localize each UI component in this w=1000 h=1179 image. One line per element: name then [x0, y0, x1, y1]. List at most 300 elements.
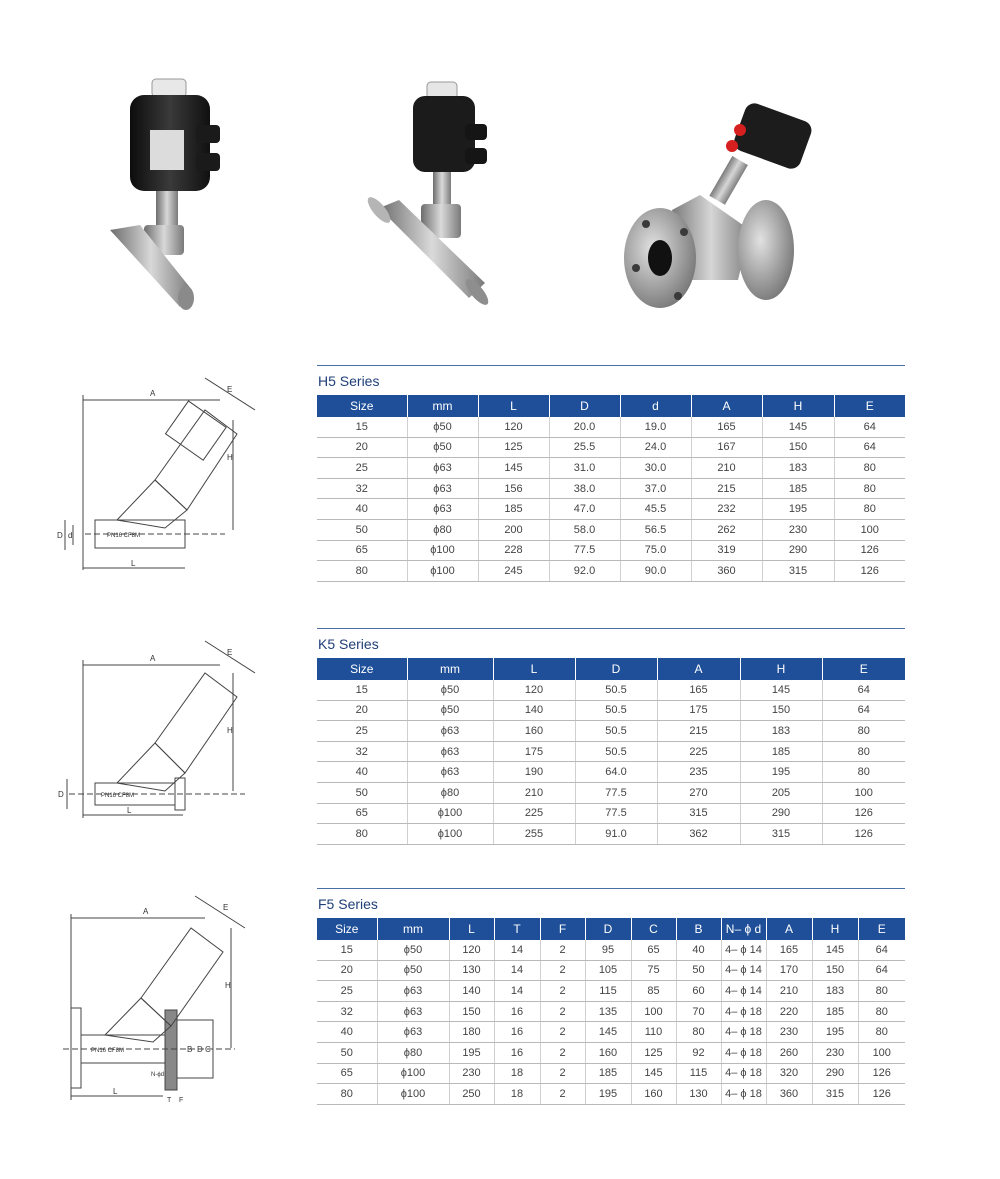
table-row [317, 762, 905, 783]
table-cell: 195 [740, 762, 822, 783]
table-cell: 290 [762, 540, 834, 561]
f5-column-header: L [449, 918, 494, 940]
table-cell: ϕ63 [377, 1001, 449, 1022]
valve-photo-flange-end [620, 100, 820, 315]
table-cell: 14 [494, 981, 540, 1002]
table-cell: ϕ63 [407, 721, 493, 742]
table-cell: 210 [493, 782, 575, 803]
table-cell: 80 [317, 561, 407, 582]
table-cell: ϕ100 [377, 1084, 449, 1105]
table-cell: 18 [494, 1084, 540, 1105]
f5-drawing-label-d: D [197, 1045, 203, 1054]
table-cell: 4– ϕ 18 [721, 1063, 766, 1084]
table-cell: 120 [449, 940, 494, 960]
table-row [317, 981, 905, 1002]
table-cell: 319 [691, 540, 762, 561]
table-cell: 64 [858, 960, 905, 981]
table-cell: 80 [834, 478, 905, 499]
table-row [317, 540, 905, 561]
table-cell: 58.0 [549, 519, 620, 540]
table-cell: 80 [858, 1001, 905, 1022]
table-cell: 290 [812, 1063, 858, 1084]
table-cell: 130 [449, 960, 494, 981]
table-cell: 215 [657, 721, 740, 742]
table-cell: 32 [317, 741, 407, 762]
table-cell: 40 [317, 762, 407, 783]
k5-column-header: Size [317, 658, 407, 680]
table-cell: ϕ100 [407, 803, 493, 824]
table-cell: 92.0 [549, 561, 620, 582]
table-cell: 150 [812, 960, 858, 981]
table-cell: 175 [493, 741, 575, 762]
k5-series-title: K5 Series [318, 636, 379, 652]
f5-column-header: F [540, 918, 585, 940]
table-cell: 25 [317, 981, 377, 1002]
f5-drawing-label-t: T [167, 1097, 172, 1104]
table-row [317, 782, 905, 803]
table-cell: 25.5 [549, 437, 620, 458]
f5-dimension-drawing [55, 890, 270, 1110]
table-cell: 45.5 [620, 499, 691, 520]
table-cell: 77.5 [575, 782, 657, 803]
table-cell: 225 [657, 741, 740, 762]
table-cell: 16 [494, 1001, 540, 1022]
table-cell: 64 [834, 437, 905, 458]
table-cell: 65 [317, 540, 407, 561]
table-cell: 165 [657, 680, 740, 700]
table-cell: 210 [691, 458, 762, 479]
table-cell: 77.5 [549, 540, 620, 561]
table-cell: 2 [540, 1063, 585, 1084]
table-cell: ϕ80 [407, 519, 478, 540]
table-row [317, 519, 905, 540]
f5-column-header: mm [377, 918, 449, 940]
table-cell: 92 [676, 1042, 721, 1063]
table-cell: 15 [317, 680, 407, 700]
k5-column-header: L [493, 658, 575, 680]
table-cell: 70 [676, 1001, 721, 1022]
h5-series-section [317, 365, 905, 582]
table-cell: 75 [631, 960, 676, 981]
f5-column-header: Size [317, 918, 377, 940]
table-cell: 126 [858, 1063, 905, 1084]
table-cell: 50.5 [575, 680, 657, 700]
table-row [317, 1084, 905, 1105]
table-cell: 120 [478, 417, 549, 437]
f5-drawing-label-b: B [187, 1045, 193, 1054]
table-cell: 290 [740, 803, 822, 824]
table-cell: 360 [691, 561, 762, 582]
table-cell: 31.0 [549, 458, 620, 479]
table-cell: ϕ63 [407, 478, 478, 499]
table-row [317, 824, 905, 845]
h5-series-rule [317, 365, 905, 366]
f5-column-header: N– ϕ d [721, 918, 766, 940]
f5-drawing-label-c: C [205, 1045, 211, 1054]
table-cell: 185 [740, 741, 822, 762]
table-cell: 80 [822, 721, 905, 742]
table-cell: 230 [812, 1042, 858, 1063]
table-cell: ϕ50 [407, 417, 478, 437]
table-cell: 80 [676, 1022, 721, 1043]
h5-series-title: H5 Series [318, 373, 380, 389]
h5-drawing-label-d-upper: D [57, 531, 63, 540]
h5-spec-table [317, 395, 905, 582]
table-cell: 50 [676, 960, 721, 981]
table-cell: 24.0 [620, 437, 691, 458]
table-cell: 195 [449, 1042, 494, 1063]
table-cell: 150 [449, 1001, 494, 1022]
table-cell: 40 [317, 1022, 377, 1043]
k5-dimension-drawing [55, 633, 270, 833]
f5-column-header: A [766, 918, 812, 940]
table-cell: 135 [585, 1001, 631, 1022]
table-cell: 20 [317, 960, 377, 981]
table-cell: ϕ63 [377, 981, 449, 1002]
table-cell: 65 [317, 1063, 377, 1084]
table-cell: 150 [762, 437, 834, 458]
table-cell: 100 [822, 782, 905, 803]
valve-photo-clamp-end [365, 78, 495, 313]
table-cell: 14 [494, 940, 540, 960]
table-row [317, 700, 905, 721]
table-cell: 38.0 [549, 478, 620, 499]
k5-column-header: A [657, 658, 740, 680]
table-cell: 40 [676, 940, 721, 960]
table-cell: 30.0 [620, 458, 691, 479]
table-cell: 230 [766, 1022, 812, 1043]
h5-column-header: Size [317, 395, 407, 417]
table-cell: 4– ϕ 14 [721, 940, 766, 960]
table-cell: 80 [317, 1084, 377, 1105]
table-cell: 260 [766, 1042, 812, 1063]
table-cell: 170 [766, 960, 812, 981]
table-row [317, 458, 905, 479]
table-cell: 64 [834, 417, 905, 437]
table-cell: 20 [317, 437, 407, 458]
table-cell: 50.5 [575, 741, 657, 762]
h5-dimension-drawing [55, 370, 270, 585]
f5-table-body [317, 940, 905, 1104]
table-row [317, 437, 905, 458]
table-cell: 85 [631, 981, 676, 1002]
f5-drawing-label-e: E [223, 903, 229, 912]
table-cell: 315 [762, 561, 834, 582]
table-row [317, 499, 905, 520]
k5-series-rule [317, 628, 905, 629]
table-cell: 50.5 [575, 721, 657, 742]
table-cell: ϕ100 [407, 824, 493, 845]
h5-drawing-label-l: L [131, 559, 136, 568]
table-cell: ϕ50 [407, 437, 478, 458]
f5-column-header: D [585, 918, 631, 940]
table-cell: 115 [676, 1063, 721, 1084]
table-cell: 19.0 [620, 417, 691, 437]
table-cell: 160 [585, 1042, 631, 1063]
table-cell: 4– ϕ 14 [721, 981, 766, 1002]
table-cell: 210 [766, 981, 812, 1002]
table-cell: 362 [657, 824, 740, 845]
table-row [317, 680, 905, 700]
table-row [317, 803, 905, 824]
table-cell: 40 [317, 499, 407, 520]
table-cell: ϕ100 [407, 540, 478, 561]
f5-series-rule [317, 888, 905, 889]
table-cell: 228 [478, 540, 549, 561]
table-cell: 64 [858, 940, 905, 960]
table-cell: 220 [766, 1001, 812, 1022]
table-cell: 16 [494, 1042, 540, 1063]
table-cell: 140 [493, 700, 575, 721]
table-cell: 165 [766, 940, 812, 960]
table-cell: 126 [834, 561, 905, 582]
table-row [317, 741, 905, 762]
table-cell: 80 [834, 458, 905, 479]
table-cell: 60 [676, 981, 721, 1002]
table-cell: 360 [766, 1084, 812, 1105]
f5-drawing-label-a: A [143, 907, 149, 916]
table-cell: 110 [631, 1022, 676, 1043]
k5-column-header: H [740, 658, 822, 680]
table-cell: 145 [740, 680, 822, 700]
table-cell: 20.0 [549, 417, 620, 437]
h5-drawing-label-d-lower: d [68, 531, 73, 540]
table-cell: 145 [812, 940, 858, 960]
table-cell: 100 [858, 1042, 905, 1063]
table-cell: 80 [834, 499, 905, 520]
table-cell: 25 [317, 721, 407, 742]
h5-column-header: mm [407, 395, 478, 417]
h5-drawing-label-a: A [150, 389, 156, 398]
table-cell: ϕ50 [377, 940, 449, 960]
table-cell: 126 [822, 824, 905, 845]
table-cell: 195 [585, 1084, 631, 1105]
f5-column-header: T [494, 918, 540, 940]
table-cell: 64.0 [575, 762, 657, 783]
table-cell: 16 [494, 1022, 540, 1043]
table-row [317, 721, 905, 742]
k5-drawing-plate: PN16 CF8M [101, 793, 135, 799]
table-cell: 50 [317, 1042, 377, 1063]
table-cell: 195 [762, 499, 834, 520]
k5-header-row [317, 658, 905, 680]
table-cell: 185 [478, 499, 549, 520]
table-cell: 126 [822, 803, 905, 824]
table-cell: 75.0 [620, 540, 691, 561]
table-cell: 2 [540, 940, 585, 960]
table-cell: 180 [449, 1022, 494, 1043]
table-cell: 2 [540, 1001, 585, 1022]
table-cell: 190 [493, 762, 575, 783]
f5-column-header: B [676, 918, 721, 940]
h5-column-header: A [691, 395, 762, 417]
k5-drawing-label-h: H [227, 726, 233, 735]
f5-column-header: E [858, 918, 905, 940]
table-cell: 315 [657, 803, 740, 824]
table-cell: ϕ100 [407, 561, 478, 582]
table-cell: 91.0 [575, 824, 657, 845]
table-cell: 65 [631, 940, 676, 960]
table-cell: 56.5 [620, 519, 691, 540]
table-cell: 167 [691, 437, 762, 458]
table-cell: 165 [691, 417, 762, 437]
h5-drawing-label-e: E [227, 385, 233, 394]
table-cell: 262 [691, 519, 762, 540]
table-cell: 100 [631, 1001, 676, 1022]
k5-drawing-label-d: D [58, 790, 64, 799]
table-cell: ϕ50 [407, 680, 493, 700]
f5-drawing-label-f: F [179, 1097, 184, 1104]
table-cell: 15 [317, 940, 377, 960]
table-cell: 230 [449, 1063, 494, 1084]
table-cell: 50 [317, 782, 407, 803]
table-cell: 150 [740, 700, 822, 721]
table-cell: 90.0 [620, 561, 691, 582]
table-cell: 37.0 [620, 478, 691, 499]
table-cell: 2 [540, 1022, 585, 1043]
table-cell: 80 [822, 741, 905, 762]
table-cell: 160 [631, 1084, 676, 1105]
table-cell: 25 [317, 458, 407, 479]
table-cell: ϕ50 [407, 700, 493, 721]
table-cell: 175 [657, 700, 740, 721]
k5-series-section [317, 628, 905, 845]
h5-column-header: d [620, 395, 691, 417]
table-cell: 64 [822, 700, 905, 721]
k5-table-body [317, 680, 905, 844]
table-row [317, 1042, 905, 1063]
table-cell: 230 [762, 519, 834, 540]
table-cell: 80 [858, 1022, 905, 1043]
table-cell: 80 [822, 762, 905, 783]
table-row [317, 478, 905, 499]
table-cell: 160 [493, 721, 575, 742]
table-cell: 270 [657, 782, 740, 803]
table-cell: 18 [494, 1063, 540, 1084]
table-cell: 4– ϕ 18 [721, 1042, 766, 1063]
table-cell: 50 [317, 519, 407, 540]
h5-column-header: L [478, 395, 549, 417]
f5-drawing-label-l: L [113, 1087, 118, 1096]
table-cell: 145 [631, 1063, 676, 1084]
table-cell: 95 [585, 940, 631, 960]
table-cell: 32 [317, 1001, 377, 1022]
k5-column-header: mm [407, 658, 493, 680]
table-cell: 2 [540, 960, 585, 981]
table-cell: 105 [585, 960, 631, 981]
table-row [317, 1001, 905, 1022]
table-cell: 183 [812, 981, 858, 1002]
table-cell: 145 [762, 417, 834, 437]
table-cell: 320 [766, 1063, 812, 1084]
table-cell: ϕ63 [407, 741, 493, 762]
k5-drawing-label-e: E [227, 648, 233, 657]
h5-column-header: H [762, 395, 834, 417]
table-cell: 64 [822, 680, 905, 700]
table-cell: 185 [812, 1001, 858, 1022]
table-cell: 145 [478, 458, 549, 479]
table-cell: 80 [317, 824, 407, 845]
table-cell: 205 [740, 782, 822, 803]
k5-column-header: E [822, 658, 905, 680]
f5-spec-table [317, 918, 905, 1105]
table-cell: 80 [858, 981, 905, 1002]
f5-header-row [317, 918, 905, 940]
table-row [317, 561, 905, 582]
table-cell: 4– ϕ 18 [721, 1022, 766, 1043]
f5-drawing-label-nd: N-ϕd [151, 1072, 165, 1078]
table-cell: 115 [585, 981, 631, 1002]
f5-drawing-plate: PN16 CF8M [91, 1048, 125, 1054]
table-cell: 315 [812, 1084, 858, 1105]
h5-column-header: E [834, 395, 905, 417]
table-cell: 77.5 [575, 803, 657, 824]
table-cell: 255 [493, 824, 575, 845]
table-cell: 100 [834, 519, 905, 540]
table-row [317, 1022, 905, 1043]
table-cell: 156 [478, 478, 549, 499]
valve-photo-weld-end [100, 75, 230, 315]
f5-drawing-label-h: H [225, 981, 231, 990]
table-cell: 130 [676, 1084, 721, 1105]
table-cell: 195 [812, 1022, 858, 1043]
table-cell: 15 [317, 417, 407, 437]
table-cell: 65 [317, 803, 407, 824]
table-cell: ϕ100 [377, 1063, 449, 1084]
table-cell: 215 [691, 478, 762, 499]
table-cell: ϕ80 [407, 782, 493, 803]
table-cell: 145 [585, 1022, 631, 1043]
table-cell: 50.5 [575, 700, 657, 721]
table-row [317, 940, 905, 960]
table-cell: ϕ50 [377, 960, 449, 981]
table-cell: ϕ63 [407, 499, 478, 520]
k5-spec-table [317, 658, 905, 845]
table-row [317, 1063, 905, 1084]
table-cell: 2 [540, 981, 585, 1002]
table-cell: 126 [858, 1084, 905, 1105]
f5-column-header: H [812, 918, 858, 940]
table-cell: ϕ80 [377, 1042, 449, 1063]
table-cell: 183 [740, 721, 822, 742]
table-cell: 4– ϕ 18 [721, 1084, 766, 1105]
table-cell: 2 [540, 1084, 585, 1105]
table-cell: 14 [494, 960, 540, 981]
table-cell: 20 [317, 700, 407, 721]
table-cell: ϕ63 [407, 458, 478, 479]
table-cell: 126 [834, 540, 905, 561]
table-cell: 225 [493, 803, 575, 824]
table-cell: 120 [493, 680, 575, 700]
table-cell: 125 [478, 437, 549, 458]
f5-series-title: F5 Series [318, 896, 378, 912]
table-cell: ϕ63 [407, 762, 493, 783]
table-cell: 200 [478, 519, 549, 540]
table-row [317, 960, 905, 981]
table-cell: 245 [478, 561, 549, 582]
table-cell: 125 [631, 1042, 676, 1063]
table-cell: 32 [317, 478, 407, 499]
table-cell: 183 [762, 458, 834, 479]
f5-series-section [317, 888, 905, 1105]
table-cell: 185 [585, 1063, 631, 1084]
f5-column-header: C [631, 918, 676, 940]
table-cell: 4– ϕ 18 [721, 1001, 766, 1022]
table-row [317, 417, 905, 437]
h5-table-body [317, 417, 905, 581]
table-cell: 232 [691, 499, 762, 520]
table-cell: 140 [449, 981, 494, 1002]
